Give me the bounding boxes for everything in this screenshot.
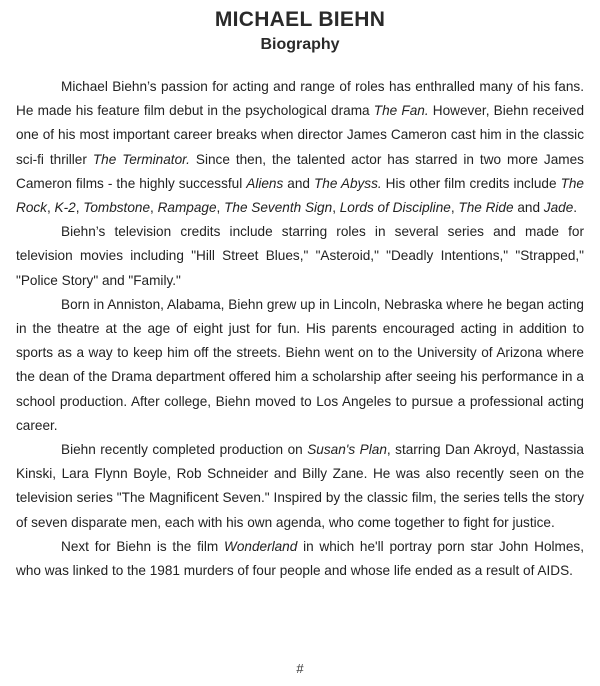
text-run: and bbox=[283, 175, 314, 191]
paragraph bbox=[16, 75, 584, 220]
text-run: , bbox=[450, 200, 459, 216]
italic-title: The Rock bbox=[16, 175, 584, 216]
text-run: However, Biehn received one of his most important career breaks when director James Cameron cast him in the classic sci-fi thriller bbox=[16, 103, 584, 167]
text-run: , starring Dan Akroyd, Nastassia Kinski, Lara Flynn Boyle, Rob Schneider and Billy Zane. He was also recently seen on the television series "The Magnificent Seven." Inspired by the classic film, the series tells the story of seven disparate men, each with his own agenda, who come together to fight for justice. bbox=[16, 442, 584, 530]
text-run: , bbox=[216, 200, 225, 216]
paragraph bbox=[16, 293, 584, 438]
paragraph bbox=[16, 220, 584, 293]
italic-title: Rampage bbox=[157, 200, 217, 216]
text-run: Since then, the talented actor has starred in two more James Cameron films - the highly successful bbox=[16, 151, 584, 191]
italic-title: Lords of Discipline bbox=[339, 200, 451, 216]
biography-body bbox=[16, 75, 584, 583]
italic-title: The Terminator. bbox=[92, 151, 190, 167]
italic-title: K-2 bbox=[54, 200, 76, 216]
text-run: , bbox=[150, 200, 158, 216]
text-run: Biehn recently completed production on bbox=[61, 442, 308, 458]
text-run: Michael Biehn’s passion for acting and range of roles has enthralled many of his fans. He made his feature film debut in the psychological drama bbox=[16, 79, 584, 119]
paragraph bbox=[16, 438, 584, 535]
italic-title: The Seventh Sign bbox=[224, 200, 333, 216]
italic-title: The Abyss. bbox=[313, 175, 382, 191]
text-run: and bbox=[513, 200, 544, 216]
text-run: in which he'll portray porn star John Holmes, who was linked to the 1981 murders of four people and whose life ended as a result of AIDS. bbox=[16, 538, 584, 579]
document-subtitle: Biography bbox=[260, 36, 340, 53]
text-run: Born in Anniston, Alabama, Biehn grew up in Lincoln, Nebraska where he began acting in the theatre at the age of eight just for fun. His parents encouraged acting in addition to sports as a way to keep him off the streets. Biehn went on to the University of Arizona where the dean of the Drama department offered him a scholarship after seeing his performance in a school production. After college, Biehn moved to Los Angeles to pursue a professional acting career. bbox=[16, 296, 584, 433]
italic-title: Tombstone bbox=[83, 200, 151, 216]
text-run: , bbox=[46, 200, 55, 216]
text-run: . bbox=[573, 200, 578, 216]
italic-title: Jade bbox=[543, 200, 574, 216]
paragraph bbox=[16, 535, 584, 583]
end-mark: # bbox=[296, 661, 304, 676]
document-title: MICHAEL BIEHN bbox=[214, 8, 386, 31]
italic-title: The Fan. bbox=[373, 103, 429, 119]
italic-title: Wonderland bbox=[224, 538, 298, 554]
text-run: Next for Biehn is the film bbox=[61, 538, 224, 554]
text-run: His other film credits include bbox=[381, 175, 561, 191]
italic-title: Aliens bbox=[246, 175, 284, 191]
text-run: , bbox=[75, 200, 84, 216]
text-run: Biehn’s television credits include starring roles in several series and made for television movies including "Hill Street Blues," "Asteroid," "Deadly Intentions," "Strapped," "Police Story" and "Family." bbox=[16, 224, 584, 288]
italic-title: Susan's Plan bbox=[307, 442, 387, 458]
italic-title: The Ride bbox=[458, 200, 514, 216]
text-run: , bbox=[332, 200, 340, 216]
